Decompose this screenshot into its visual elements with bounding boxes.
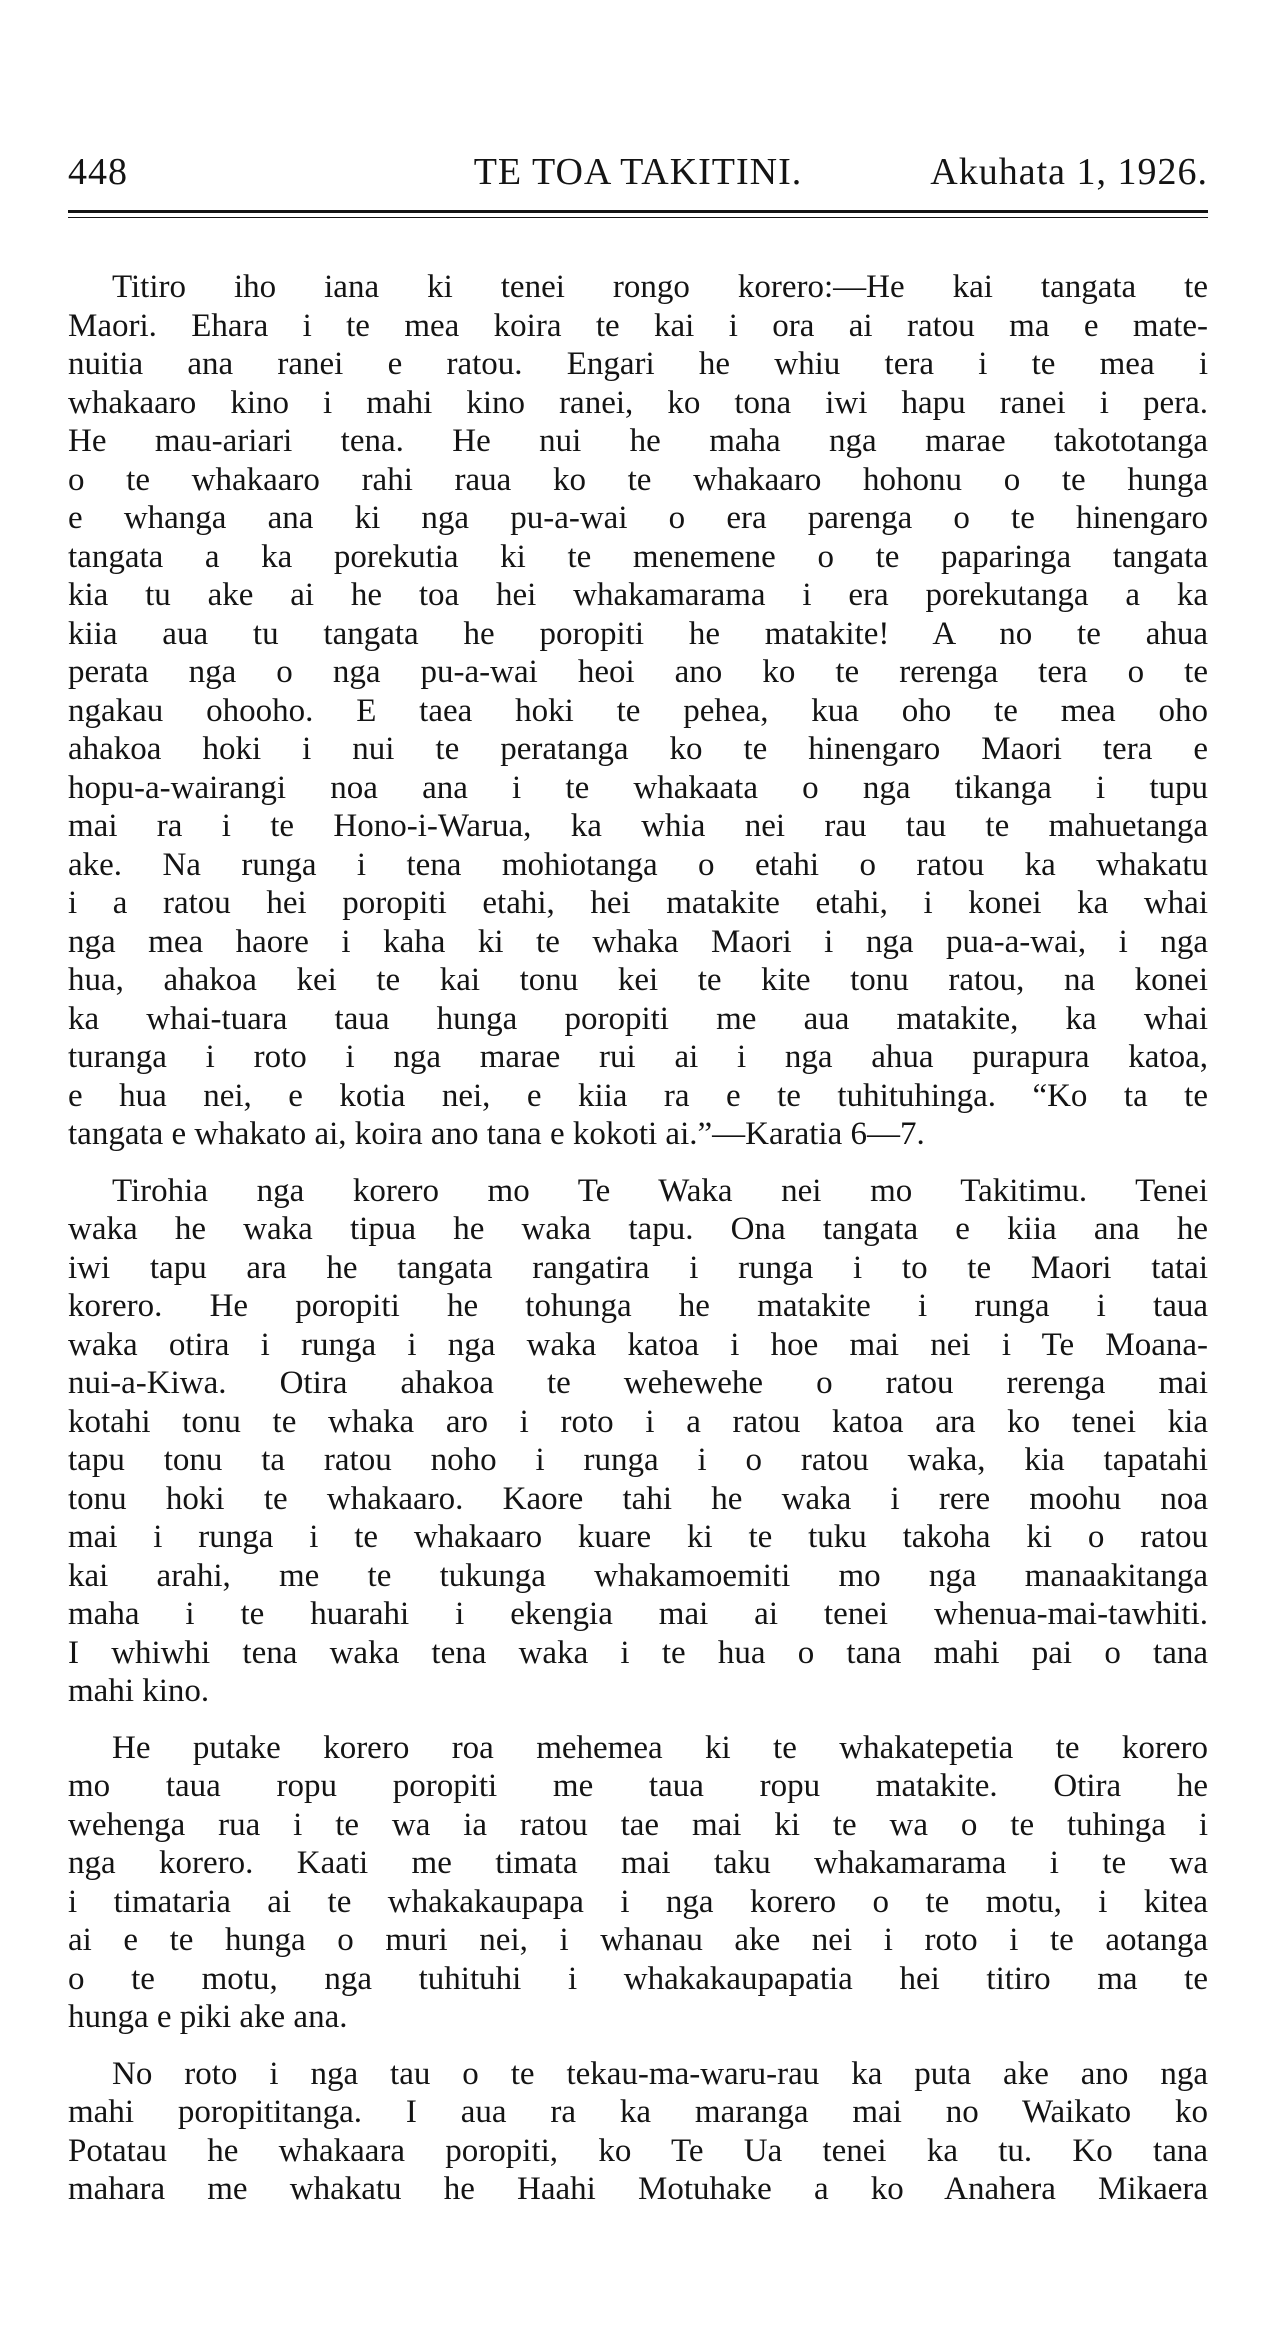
text-line: nui-a-Kiwa. Otira ahakoa te wehewehe o ratou rerenga mai (68, 1365, 1208, 1401)
text-line: I whiwhi tena waka tena waka i te hua o tana mahi pai o tana (68, 1634, 1208, 1671)
publication-title: TE TOA TAKITINI. (473, 151, 803, 193)
text-line: hunga e piki ake ana. (68, 1999, 348, 2035)
text-line: o te whakaaro rahi raua ko te whakaaro hohonu o te hunga (68, 461, 1208, 498)
text-line: kai arahi, me te tukunga whakamoemiti mo nga manaakitanga (68, 1557, 1208, 1594)
text-line: mai i runga i te whakaaro kuare ki te tuku takoha ki o ratou (68, 1519, 1208, 1555)
text-line: mai ra i te Hono-i-Warua, ka whia nei rau tau te mahuetanga (68, 808, 1208, 844)
page (68, 150, 1208, 2227)
text-line: maha i te huarahi i ekengia mai ai tenei whenua-mai-tawhiti. (68, 1596, 1208, 1632)
running-header (68, 150, 1208, 206)
text-line: ake. Na runga i tena mohiotanga o etahi o ratou ka whakatu (68, 846, 1208, 883)
text-line: kia tu ake ai he toa hei whakamarama i era porekutanga a ka (68, 577, 1208, 613)
text-line: He mau-ariari tena. He nui he maha nga marae takototanga (68, 423, 1208, 459)
text-line: kiia aua tu tangata he poropiti he matakite! A no te ahua (68, 615, 1208, 652)
text-line: tonu hoki te whakaaro. Kaore tahi he waka i rere moohu noa (68, 1480, 1208, 1517)
text-line: hopu-a-wairangi noa ana i te whakaata o nga tikanga i tupu (68, 769, 1208, 806)
text-line: mo taua ropu poropiti me taua ropu matakite. Otira he (68, 1768, 1208, 1804)
text-line: ngakau ohooho. E taea hoki te pehea, kua oho te mea oho (68, 692, 1208, 729)
text-line: wehenga rua i te wa ia ratou tae mai ki te wa o te tuhinga i (68, 1806, 1208, 1843)
text-line: i a ratou hei poropiti etahi, hei matakite etahi, i konei ka whai (68, 885, 1208, 921)
text-line: Potatau he whakaara poropiti, ko Te Ua tenei ka tu. Ko tana (68, 2132, 1208, 2169)
text-line: Maori. Ehara i te mea koira te kai i ora ai ratou ma e mate- (68, 307, 1208, 344)
text-line: ai e te hunga o muri nei, i whanau ake nei i roto i te aotanga (68, 1922, 1208, 1958)
text-line: tapu tonu ta ratou noho i runga i o ratou waka, kia tapatahi (68, 1442, 1208, 1478)
paragraph (68, 268, 1208, 1154)
paragraph (68, 2055, 1208, 2209)
text-line: mahara me whakatu he Haahi Motuhake a ko Anahera Mikaera (68, 2171, 1208, 2207)
text-line: whakaaro kino i mahi kino ranei, ko tona iwi hapu ranei i pera. (68, 384, 1208, 421)
text-line: No roto i nga tau o te tekau-ma-waru-rau ka puta ake ano nga (112, 2055, 1208, 2092)
text-line: mahi poropititanga. I aua ra ka maranga mai no Waikato ko (68, 2094, 1208, 2130)
text-line: turanga i roto i nga marae rui ai i nga ahua purapura katoa, (68, 1039, 1208, 1075)
issue-date: Akuhata 1, 1926. (930, 151, 1208, 193)
text-line: nga mea haore i kaha ki te whaka Maori i nga pua-a-wai, i nga (68, 923, 1208, 960)
text-line: nuitia ana ranei e ratou. Engari he whiu tera i te mea i (68, 346, 1208, 382)
paragraph (68, 1729, 1208, 2037)
text-line: waka he waka tipua he waka tapu. Ona tangata e kiia ana he (68, 1211, 1208, 1247)
text-line: Titiro iho iana ki tenei rongo korero:—He kai tangata te (112, 269, 1208, 305)
header-rule-thin (68, 217, 1208, 218)
text-line: tangata a ka porekutia ki te menemene o te paparinga tangata (68, 538, 1208, 575)
text-line: i timataria ai te whakakaupapa i nga korero o te motu, i kitea (68, 1883, 1208, 1920)
text-line: nga korero. Kaati me timata mai taku whakamarama i te wa (68, 1845, 1208, 1881)
text-line: He putake korero roa mehemea ki te whakatepetia te korero (112, 1729, 1208, 1766)
text-line: Tirohia nga korero mo Te Waka nei mo Takitimu. Tenei (112, 1172, 1208, 1209)
text-line: ahakoa hoki i nui te peratanga ko te hinengaro Maori tera e (68, 731, 1208, 767)
text-line: kotahi tonu te whaka aro i roto i a ratou katoa ara ko tenei kia (68, 1403, 1208, 1440)
paragraph (68, 1172, 1208, 1711)
text-line: hua, ahakoa kei te kai tonu kei te kite tonu ratou, na konei (68, 962, 1208, 998)
text-line: perata nga o nga pu-a-wai heoi ano ko te rerenga tera o te (68, 654, 1208, 690)
text-line: e hua nei, e kotia nei, e kiia ra e te tuhituhinga. “Ko ta te (68, 1077, 1208, 1114)
text-line: korero. He poropiti he tohunga he matakite i runga i taua (68, 1288, 1208, 1324)
text-line: ka whai-tuara taua hunga poropiti me aua matakite, ka whai (68, 1000, 1208, 1037)
text-line: waka otira i runga i nga waka katoa i hoe mai nei i Te Moana- (68, 1326, 1208, 1363)
article-body (68, 268, 1208, 2209)
text-line: mahi kino. (68, 1673, 210, 1709)
text-line: iwi tapu ara he tangata rangatira i runga i to te Maori tatai (68, 1249, 1208, 1286)
text-line: o te motu, nga tuhituhi i whakakaupapatia hei titiro ma te (68, 1960, 1208, 1997)
text-line: e whanga ana ki nga pu-a-wai o era parenga o te hinengaro (68, 500, 1208, 536)
page-number: 448 (68, 151, 128, 193)
header-rule (68, 210, 1208, 213)
text-line: tangata e whakato ai, koira ano tana e kokoti ai.”—Karatia 6—7. (68, 1116, 925, 1152)
